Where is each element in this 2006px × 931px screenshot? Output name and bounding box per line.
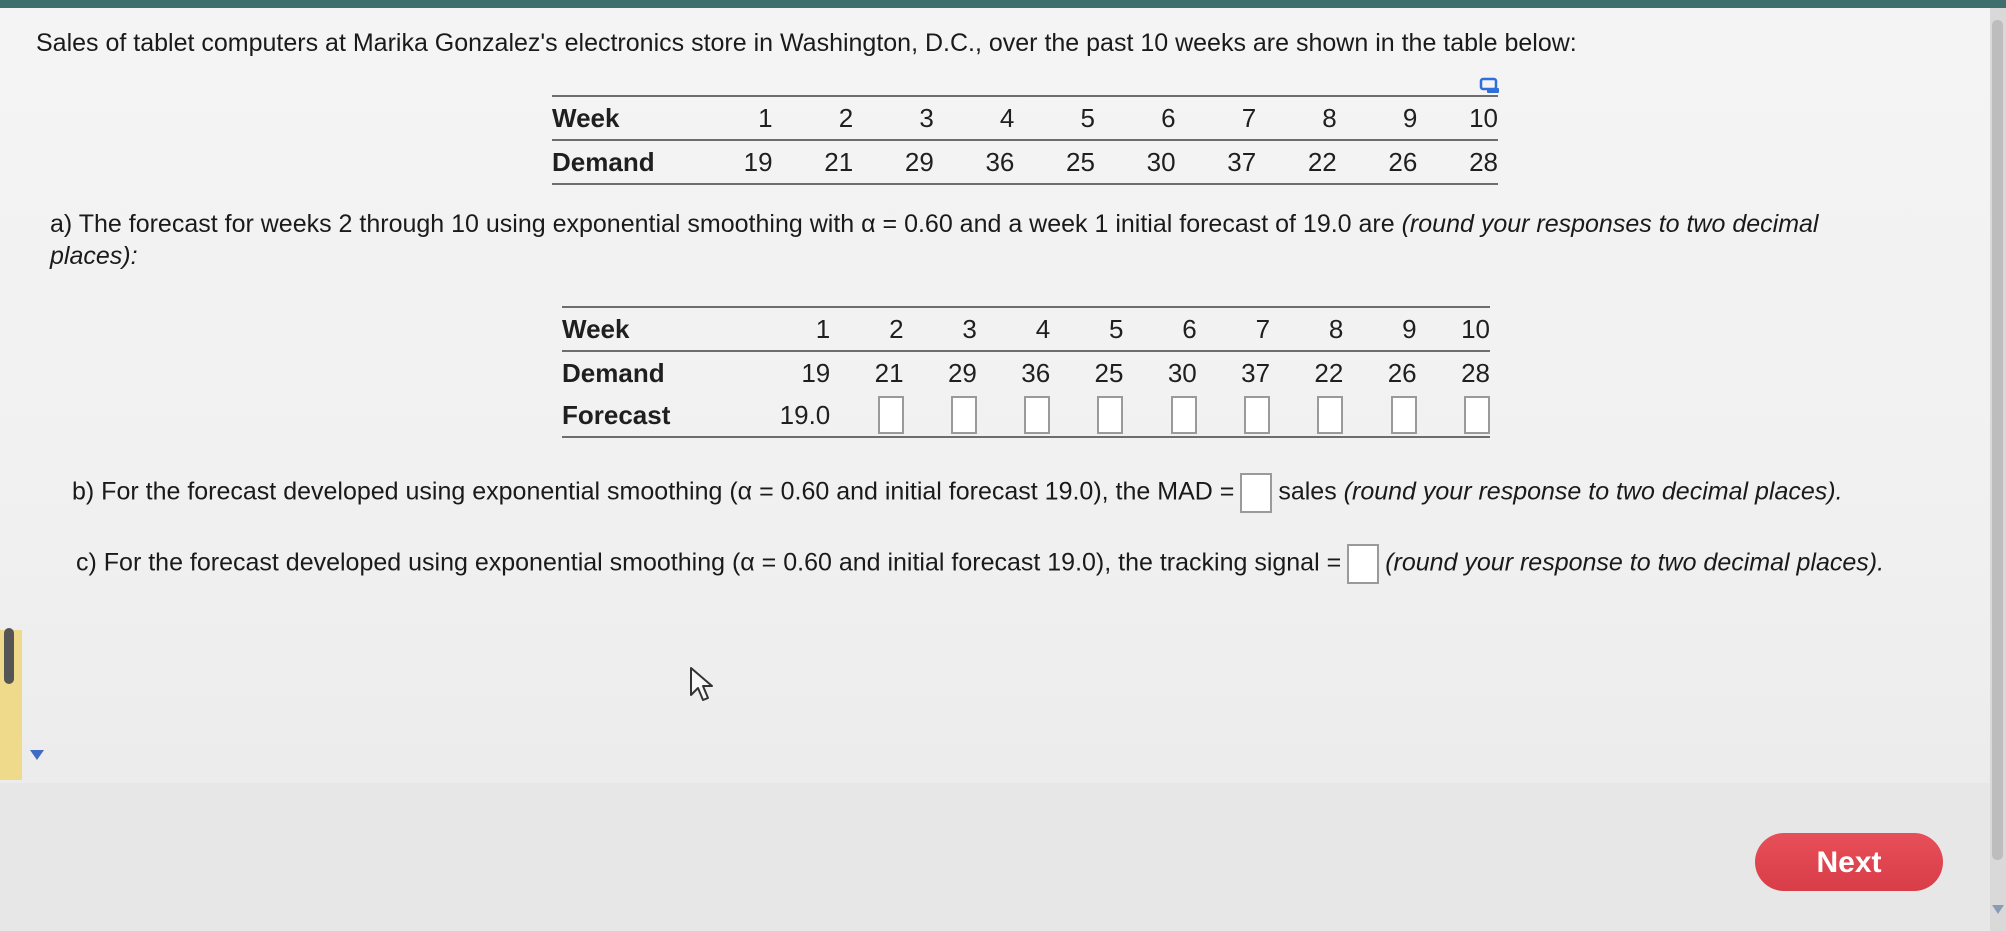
forecast-cell [1197, 394, 1270, 437]
demand-cell: 28 [1461, 357, 1490, 388]
demand-cell: 30 [1146, 146, 1176, 177]
forecast-cell [1123, 394, 1196, 437]
forecast-cell [1050, 394, 1123, 437]
table-row [552, 140, 1498, 184]
footer-bar [0, 783, 1990, 931]
table-row [552, 96, 1498, 140]
forecast-week1-cell: 19.0 [779, 399, 831, 430]
demand-cell: 26 [1388, 146, 1418, 177]
demand-cell: 30 [1167, 357, 1197, 388]
top-strip [0, 0, 2006, 8]
week-cell: 4 [999, 102, 1015, 133]
week-cell: 6 [1182, 313, 1197, 344]
scrollbar-thumb[interactable] [1992, 20, 2003, 860]
question-b-instruction: (round your response to two decimal places). [1343, 477, 1843, 506]
side-panel-handle[interactable] [4, 628, 14, 684]
table-row [562, 307, 1490, 351]
scroll-down-icon[interactable] [1992, 905, 2004, 914]
row-label-demand: Demand [562, 357, 665, 388]
demand-table [552, 95, 1498, 185]
forecast-input[interactable] [951, 396, 977, 434]
forecast-cell [977, 394, 1050, 437]
forecast-input[interactable] [1391, 396, 1417, 434]
forecast-input[interactable] [878, 396, 904, 434]
forecast-input[interactable] [1024, 396, 1050, 434]
week-cell: 7 [1241, 102, 1257, 133]
week-cell: 4 [1035, 313, 1051, 344]
demand-cell: 19 [801, 357, 831, 388]
question-a [50, 208, 1870, 272]
forecast-table [562, 306, 1490, 438]
week-cell: 1 [758, 102, 773, 133]
week-cell: 10 [1469, 102, 1498, 133]
demand-cell: 29 [947, 357, 977, 388]
question-c-text: c) For the forecast developed using exponential smoothing (α = 0.60 and initial forecast 19.0), the tracking signal = [76, 548, 1342, 577]
week-cell: 3 [962, 313, 977, 344]
row-label-week: Week [552, 102, 620, 133]
demand-cell: 29 [904, 146, 934, 177]
demand-cell: 22 [1314, 357, 1344, 388]
next-button[interactable]: Next [1755, 833, 1943, 891]
week-cell: 9 [1402, 102, 1418, 133]
week-cell: 5 [1108, 313, 1124, 344]
week-cell: 8 [1328, 313, 1344, 344]
expand-down-icon[interactable] [30, 750, 44, 760]
demand-cell: 37 [1227, 146, 1257, 177]
row-label-week: Week [562, 313, 630, 344]
week-cell: 6 [1161, 102, 1176, 133]
forecast-cell [830, 394, 903, 437]
table-row [562, 394, 1490, 437]
forecast-cell [1417, 394, 1490, 437]
demand-cell: 28 [1469, 146, 1498, 177]
forecast-input[interactable] [1097, 396, 1123, 434]
week-cell: 10 [1461, 313, 1490, 344]
demand-cell: 26 [1387, 357, 1417, 388]
question-c-instruction: (round your response to two decimal places). [1385, 548, 1885, 577]
week-cell: 9 [1402, 313, 1417, 344]
demand-cell: 37 [1241, 357, 1271, 388]
forecast-cell [1270, 394, 1343, 437]
forecast-cell [904, 394, 977, 437]
week-cell: 7 [1255, 313, 1271, 344]
mouse-cursor-icon [688, 665, 716, 707]
week-cell: 8 [1322, 102, 1337, 133]
forecast-input[interactable] [1317, 396, 1343, 434]
demand-cell: 21 [824, 146, 854, 177]
forecast-cell [1343, 394, 1416, 437]
question-a-instruction: (round your responses to two decimal places): [50, 210, 1819, 270]
copy-icon[interactable] [1479, 77, 1501, 95]
question-c [76, 544, 1884, 584]
intro-text: Sales of tablet computers at Marika Gonzalez's electronics store in Washington, D.C., over the past 10 weeks are shown in the table below: [36, 29, 1577, 57]
demand-cell: 36 [1021, 357, 1051, 388]
question-b-unit: sales [1278, 477, 1337, 506]
demand-cell: 25 [1094, 357, 1124, 388]
forecast-input[interactable] [1244, 396, 1270, 434]
forecast-input[interactable] [1464, 396, 1490, 434]
mad-input[interactable] [1240, 473, 1272, 513]
tracking-signal-input[interactable] [1347, 544, 1379, 584]
forecast-input[interactable] [1171, 396, 1197, 434]
demand-cell: 36 [985, 146, 1015, 177]
week-cell: 2 [889, 313, 904, 344]
demand-cell: 21 [874, 357, 904, 388]
question-b [72, 473, 1843, 513]
week-cell: 1 [815, 313, 831, 344]
table-row [562, 351, 1490, 394]
row-label-demand: Demand [552, 146, 655, 177]
demand-cell: 19 [743, 146, 773, 177]
question-b-text: b) For the forecast developed using exponential smoothing (α = 0.60 and initial forecast 19.0), the MAD = [72, 477, 1235, 506]
demand-cell: 25 [1066, 146, 1095, 177]
row-label-forecast: Forecast [562, 399, 671, 430]
week-cell: 5 [1080, 102, 1095, 133]
demand-cell: 22 [1307, 146, 1337, 177]
week-cell: 3 [919, 102, 934, 133]
week-cell: 2 [838, 102, 854, 133]
question-a-text: a) The forecast for weeks 2 through 10 using exponential smoothing with α = 0.60 and a week 1 initial forecast of 19.0 are [50, 210, 1402, 238]
